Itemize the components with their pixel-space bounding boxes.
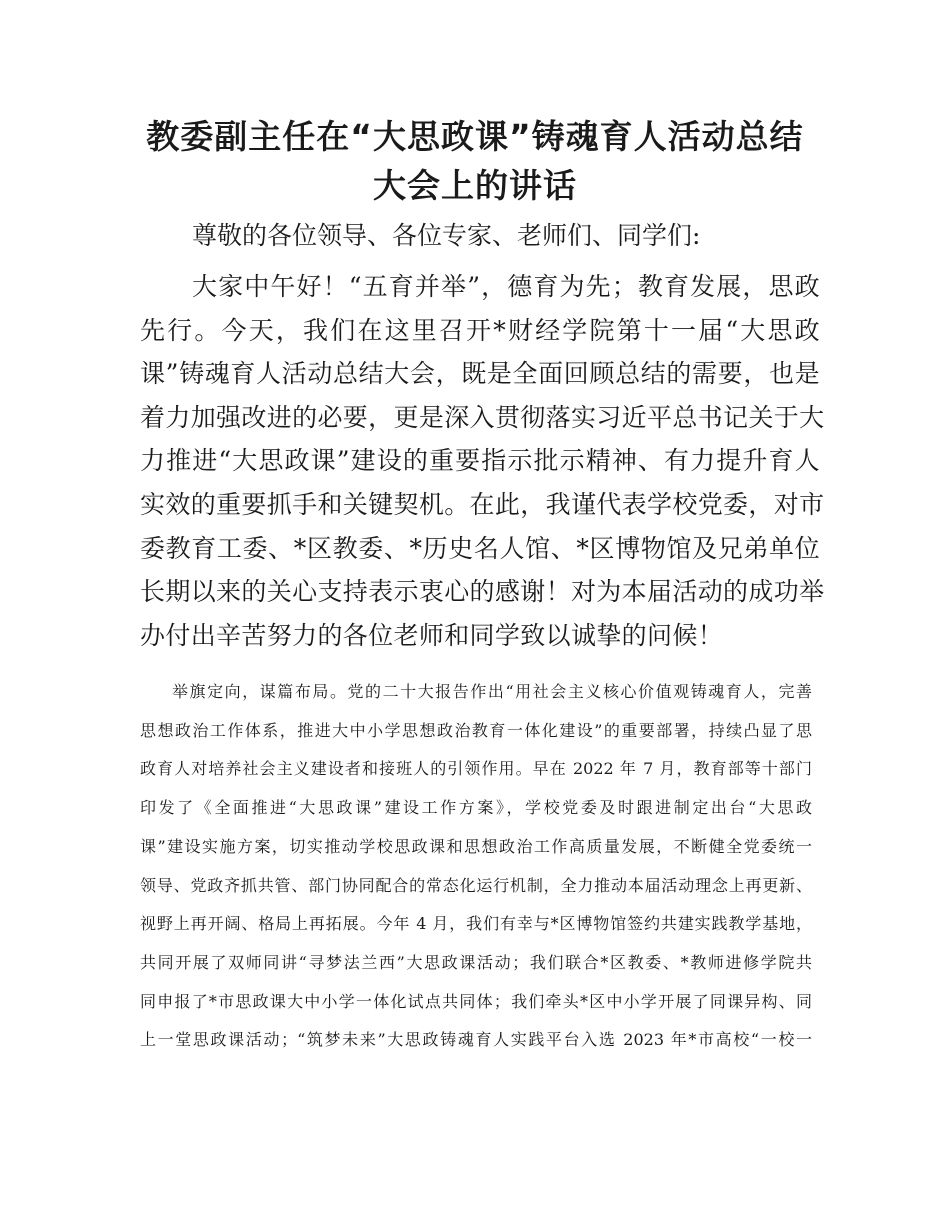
lead-line-2: 先行。今天，我们在这里召开*财经学院第十一届“大思政 <box>140 315 820 345</box>
lead-line-6: 实效的重要抓手和关键契机。在此，我谨代表学校党委，对市 <box>140 489 825 519</box>
body-line-6: 领导、党政齐抓共管、部门协同配合的常态化运行机制，全力推动本届活动理念上再更新、 <box>140 875 812 895</box>
body-line-5: 课”建设实施方案，切实推动学校思政课和思想政治工作高质量发展，不断健全党委统一 <box>140 836 812 856</box>
lead-line-8: 长期以来的关心支持表示衷心的感谢！对为本届活动的成功举 <box>140 577 825 607</box>
body-line-2: 思想政治工作体系，推进大中小学思想政治教育一体化建设”的重要部署，持续凸显了思 <box>140 720 812 740</box>
title-line-1: 教委副主任在“大思政课”铸魂育人活动总结 <box>146 117 804 156</box>
lead-line-5: 力推进“大思政课”建设的重要指示批示精神、有力提升育人 <box>140 446 820 476</box>
lead-line-7: 委教育工委、*区教委、*历史名人馆、*区博物馆及兄弟单位 <box>140 533 820 563</box>
body-line-9: 同申报了*市思政课大中小学一体化试点共同体；我们牵头*区中小学开展了同课异构、同 <box>140 991 812 1011</box>
body-line-8: 共同开展了双师同讲“寻梦法兰西”大思政课活动；我们联合*区教委、*教师进修学院共 <box>140 952 812 972</box>
salutation: 尊敬的各位领导、各位专家、老师们、同学们: <box>192 221 701 250</box>
body-line-10: 上一堂思政课活动；“筑梦未来”大思政铸魂育人实践平台入选 2023 年*市高校“一校一 <box>140 1030 812 1050</box>
lead-line-3: 课”铸魂育人活动总结大会，既是全面回顾总结的需要，也是 <box>140 359 820 389</box>
body-line-4: 印发了《全面推进“大思政课”建设工作方案》，学校党委及时跟进制定出台“大思政 <box>140 798 812 818</box>
lead-line-4: 着力加强改进的必要，更是深入贯彻落实习近平总书记关于大 <box>140 402 825 432</box>
body-paragraph <box>140 673 812 1060</box>
body-line-7: 视野上再开阔、格局上再拓展。今年 4 月，我们有幸与*区博物馆签约共建实践教学基地， <box>140 914 812 934</box>
lead-line-1: 大家中午好！“五育并举”，德育为先；教育发展，思政 <box>192 272 820 301</box>
document-title <box>100 112 850 210</box>
body-line-1: 举旗定向，谋篇布局。党的二十大报告作出“用社会主义核心价值观铸魂育人，完善 <box>172 682 812 701</box>
lead-line-9: 办付出辛苦努力的各位老师和同学致以诚挚的问候！ <box>140 620 724 650</box>
opening-paragraph <box>140 265 825 657</box>
body-line-3: 政育人对培养社会主义建设者和接班人的引领作用。早在 2022 年 7 月，教育部等十部门 <box>140 759 812 779</box>
title-line-2: 大会上的讲话 <box>373 166 577 205</box>
